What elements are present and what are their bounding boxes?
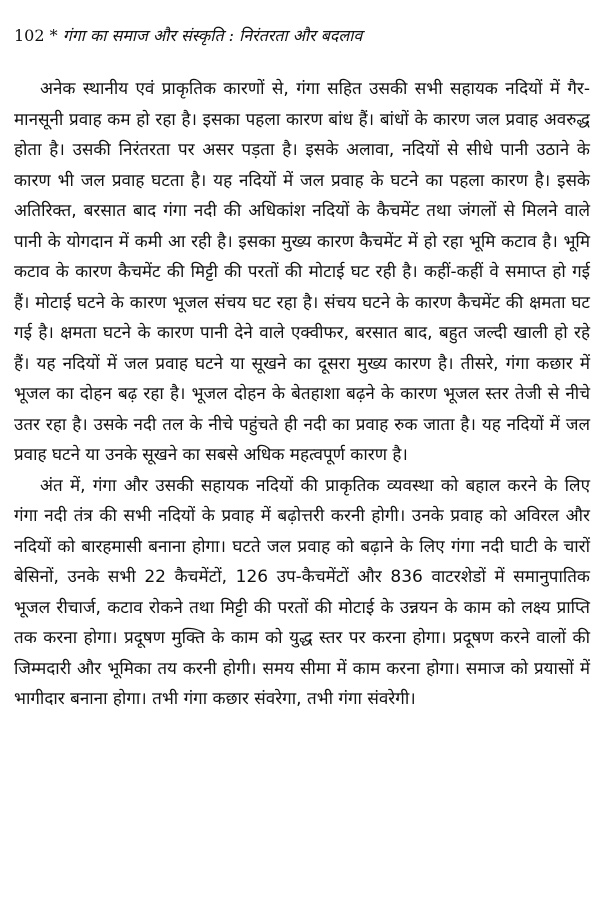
paragraph-1: अनेक स्थानीय एवं प्राकृतिक कारणों से, गंगा सहित उसकी सभी सहायक नदियों में गैर-मानसूनी प्रवाह कम हो रहा है। इसका पहला कारण बांध हैं। बांधों के कारण जल प्रवाह अवरुद्ध होता है। उसकी निरंतरता पर असर पड़ता है। इसके अलावा, नदियों से सीधे पानी उठाने के कारण भी जल प्रवाह घटता है। यह नदियों में जल प्रवाह के घटने का पहला कारण है। इसके अतिरिक्त, बरसात बाद गंगा नदी की अधिकांश नदियों के कैचमेंट तथा जंगलों से मिलने वाले पानी के योगदान में कमी आ रही है। इसका मुख्य कारण कैचमेंट में हो रहा भूमि कटाव है। भूमि कटाव के कारण कैचमेंट की मिट्टी की परतों की मोटाई घट रही है। कहीं-कहीं वे समाप्त हो गई हैं। मोटाई घटने के कारण भूजल संचय घट रहा है। संचय घटने के कारण कैचमेंट की क्षमता घट गई है। क्षमता घटने के कारण पानी देने वाले एक्वीफर, बरसात बाद, बहुत जल्दी खाली हो रहे हैं। यह नदियों में जल प्रवाह घटने या सूखने का दूसरा मुख्य कारण है। तीसरे, गंगा कछार में भूजल का दोहन बढ़ रहा है। भूजल दोहन के बेतहाशा बढ़ने के कारण भूजल स्तर तेजी से नीचे उतर रहा है। उसके नदी तल के नीचे पहुंचते ही नदी का प्रवाह रुक जाता है। यह नदियों में जल प्रवाह घटने या उनके सूखने का सबसे अधिक महत्वपूर्ण कारण है। xyxy=(14,79,590,465)
running-header xyxy=(14,26,590,46)
paragraph-2: अंत में, गंगा और उसकी सहायक नदियों की प्राकृतिक व्यवस्था को बहाल करने के लिए गंगा नदी तंत्र की सभी नदियों के प्रवाह में बढ़ोत्तरी करनी होगी। उनके प्रवाह को अविरल और नदियों को बारहमासी बनाना होगा। घटते जल प्रवाह को बढ़ाने के लिए गंगा नदी घाटी के चारों बेसिनों, उनके सभी 22 कैचमेंटों, 126 उप-कैचमेंटों और 836 वाटरशेडों में समानुपातिक भूजल रीचार्ज, कटाव रोकने तथा मिट्टी की परतों की मोटाई के उन्नयन के काम को लक्ष्य प्राप्ति तक करना होगा। प्रदूषण मुक्ति के काम को युद्ध स्तर पर करना होगा। प्रदूषण करने वालों की जिम्मदारी और भूमिका तय करनी होगी। समय सीमा में काम करना होगा। समाज को प्रयासों में भागीदार बनाना होगा। तभी गंगा कछार संवरेगा, तभी गंगा संवरेगी। xyxy=(14,475,590,709)
page-number: 102 xyxy=(14,26,45,45)
body-text xyxy=(14,74,590,715)
header-separator: * xyxy=(49,26,58,45)
book-title: गंगा का समाज और संस्कृति : निरंतरता और बदलाव xyxy=(62,26,363,45)
